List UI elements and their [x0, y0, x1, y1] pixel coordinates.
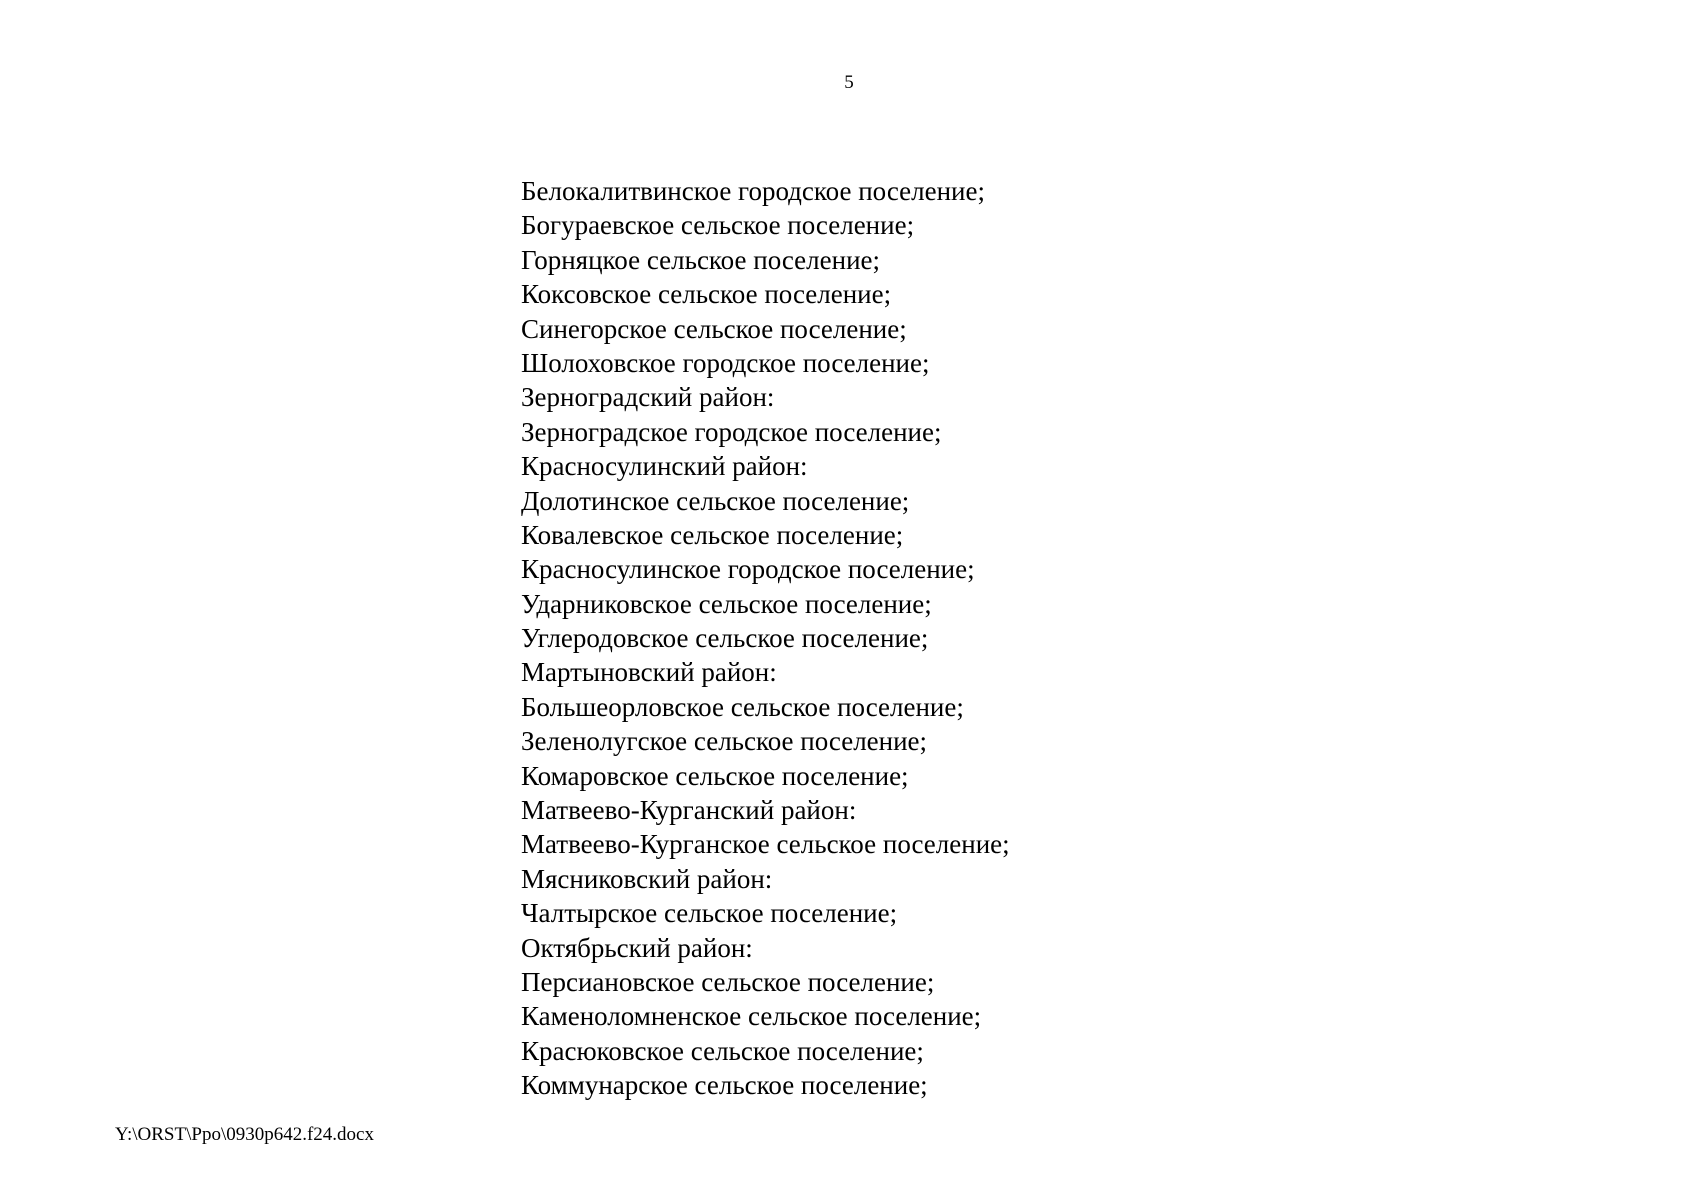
list-item: Зерноградское городское поселение;: [521, 416, 942, 447]
list-item: Большеорловское сельское поселение;: [521, 691, 964, 722]
settlement-list: [521, 174, 1010, 1103]
list-item: Синегорское сельское поселение;: [521, 313, 907, 344]
list-item: Матвеево-Курганское сельское поселение;: [521, 829, 1010, 860]
list-item: Коммунарское сельское поселение;: [521, 1070, 928, 1101]
list-item: Углеродовское сельское поселение;: [521, 623, 929, 654]
list-item: Матвеево-Курганский район:: [521, 795, 857, 826]
list-item: Красносулинское городское поселение;: [521, 554, 975, 585]
list-item: Шолоховское городское поселение;: [521, 347, 930, 378]
list-item: Каменоломненское сельское поселение;: [521, 1001, 982, 1032]
list-item: Ударниковское сельское поселение;: [521, 588, 932, 619]
list-item: Горняцкое сельское поселение;: [521, 244, 881, 275]
list-item: Персиановское сельское поселение;: [521, 966, 935, 997]
list-item: Мясниковский район:: [521, 863, 773, 894]
list-item: Ковалевское сельское поселение;: [521, 519, 904, 550]
list-item: Чалтырское сельское поселение;: [521, 898, 898, 929]
list-item: Зерноградский район:: [521, 382, 775, 413]
list-item: Октябрьский район:: [521, 932, 753, 963]
list-item: Красюковское сельское поселение;: [521, 1035, 924, 1066]
list-item: Зеленолугское сельское поселение;: [521, 726, 928, 757]
list-item: Комаровское сельское поселение;: [521, 760, 909, 791]
list-item: Белокалитвинское городское поселение;: [521, 176, 985, 206]
list-item: Долотинское сельское поселение;: [521, 485, 910, 516]
list-item: Красносулинский район:: [521, 451, 808, 482]
list-item: Мартыновский район:: [521, 657, 777, 688]
page-number: 5: [844, 72, 854, 93]
list-item: Коксовское сельское поселение;: [521, 279, 892, 310]
footer-file-path: Y:\ORST\Ppo\0930p642.f24.docx: [115, 1124, 374, 1145]
list-item: Богураевское сельское поселение;: [521, 210, 915, 241]
